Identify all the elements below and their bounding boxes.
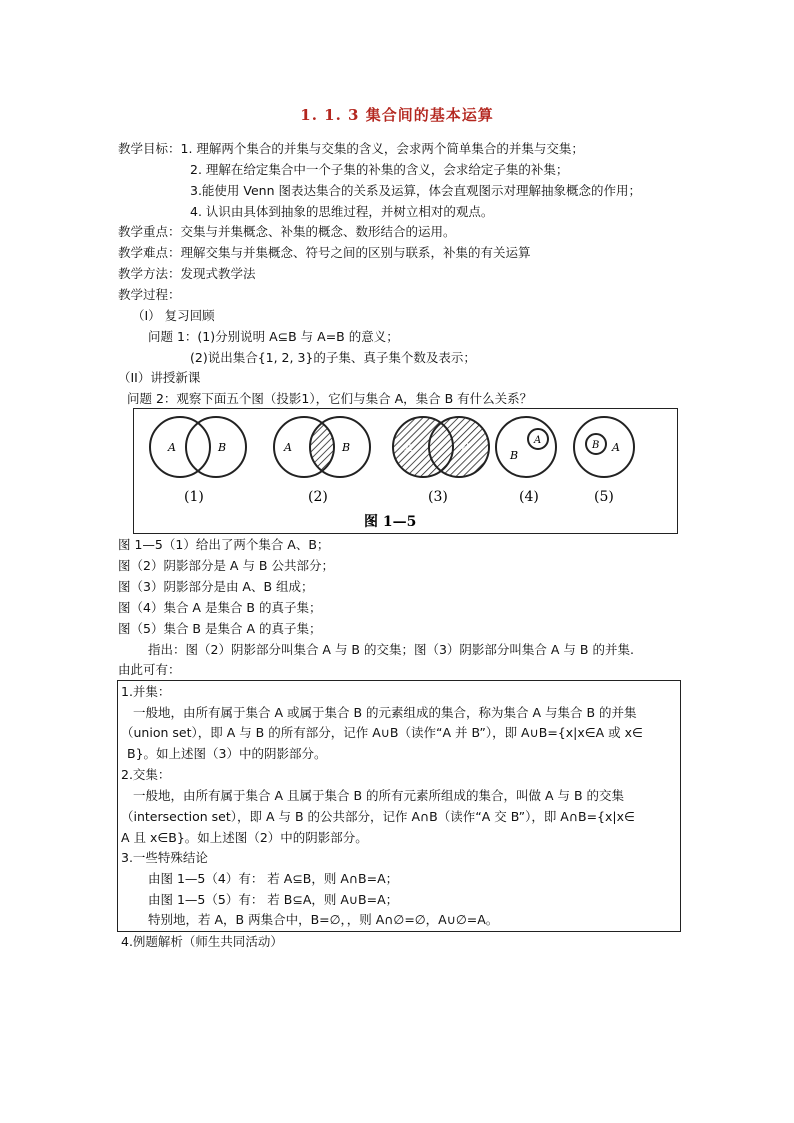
text-line: 问题 1：(1)分别说明 A⊆B 与 A=B 的意义； <box>148 329 399 344</box>
text-line: 指出：图（2）阴影部分叫集合 A 与 B 的交集；图（3）阴影部分叫集合 A 与 B 的并集. <box>148 642 634 657</box>
text-line: 图（5）集合 B 是集合 A 的真子集； <box>118 621 322 636</box>
text-line: 图（4）集合 A 是集合 B 的真子集； <box>118 600 322 615</box>
venn-5 <box>574 417 634 505</box>
set-a-label: A <box>612 441 620 454</box>
venn-1 <box>150 417 246 505</box>
text-line: 图（2）阴影部分是 A 与 B 公共部分； <box>118 558 334 573</box>
set-b-label: B <box>510 449 519 462</box>
text-line: (2)说出集合{1, 2, 3}的子集、真子集个数及表示； <box>190 350 476 365</box>
text-line: 3.一些特殊结论 <box>121 850 208 865</box>
text-line: 特别地，若 A，B 两集合中，B=∅，，则 A∩∅=∅，A∪∅=A。 <box>148 912 499 927</box>
set-a-label: A <box>534 435 542 446</box>
fig-label-3: (3) <box>428 489 448 505</box>
text-line: 由图 1—5（5）有： 若 B⊆A，则 A∪B=A； <box>148 892 399 907</box>
venn-4 <box>496 417 556 505</box>
set-b-label: B <box>218 441 227 454</box>
text-line: 由图 1—5（4）有： 若 A⊆B，则 A∩B=A； <box>148 871 399 886</box>
text-line: 1.并集： <box>121 684 171 699</box>
text-line: 4.例题解析（师生共同活动） <box>121 934 283 949</box>
fig-label-2: (2) <box>308 489 328 505</box>
text-line: 3.能使用 Venn 图表达集合的关系及运算，体会直观图示对理解抽象概念的作用； <box>190 183 641 198</box>
set-b-label: B <box>342 441 351 454</box>
text-line: 由此可有： <box>118 662 181 677</box>
text-line: 教学重点：交集与并集概念、补集的概念、数形结合的运用。 <box>118 224 456 239</box>
text-line: （union set），即 A 与 B 的所有部分，记作 A∪B（读作“A 并 B”），即 A∪B={x|x∈A 或 x∈ <box>121 725 643 740</box>
fig-label-4: (4) <box>519 489 539 505</box>
text-line: A 且 x∈B}。如上述图（2）中的阴影部分。 <box>121 830 368 845</box>
figure-caption: 图 1—5 <box>364 514 417 530</box>
fig-label-5: (5) <box>594 489 614 505</box>
fig-label-1: (1) <box>184 489 204 505</box>
text-line: （II）讲授新课 <box>118 370 201 385</box>
text-line: 2.交集： <box>121 767 171 782</box>
text-line: （intersection set），即 A 与 B 的公共部分，记作 A∩B（读作“A 交 B”），即 A∩B={x|x∈ <box>121 809 635 824</box>
text-line: （I） 复习回顾 <box>132 308 215 323</box>
text-line: 教学过程： <box>118 287 181 302</box>
venn-3 <box>393 417 489 505</box>
venn-figure <box>133 408 678 534</box>
set-b-label: B <box>592 440 600 451</box>
set-b-label: B <box>461 441 470 454</box>
set-a-label: A <box>405 441 413 454</box>
venn-2 <box>274 417 370 505</box>
text-line: 教学难点：理解交集与并集概念、符号之间的区别与联系，补集的有关运算 <box>118 245 531 260</box>
set-a-label: A <box>168 441 176 454</box>
text-line: 教学方法：发现式教学法 <box>118 266 256 281</box>
venn-diagrams <box>134 409 677 533</box>
text-line: 一般地，由所有属于集合 A 或属于集合 B 的元素组成的集合，称为集合 A 与集合 B 的并集 <box>133 705 637 720</box>
text-line: 图（3）阴影部分是由 A、B 组成； <box>118 579 314 594</box>
text-line: 一般地，由所有属于集合 A 且属于集合 B 的所有元素所组成的集合，叫做 A 与 B 的交集 <box>133 788 625 803</box>
text-line: 问题 2：观察下面五个图（投影1），它们与集合 A，集合 B 有什么关系？ <box>127 391 533 406</box>
text-line: 2. 理解在给定集合中一个子集的补集的含义，会求给定子集的补集； <box>190 162 569 177</box>
set-a-label: A <box>284 441 292 454</box>
page-title: 1. 1. 3 集合间的基本运算 <box>300 106 494 124</box>
text-line: 4. 认识由具体到抽象的思维过程，并树立相对的观点。 <box>190 204 494 219</box>
text-line: 图 1—5（1）给出了两个集合 A、B； <box>118 537 330 552</box>
text-line: 教学目标：1. 理解两个集合的并集与交集的含义，会求两个简单集合的并集与交集； <box>118 141 584 156</box>
text-line: B}。如上述图（3）中的阴影部分。 <box>127 746 327 761</box>
